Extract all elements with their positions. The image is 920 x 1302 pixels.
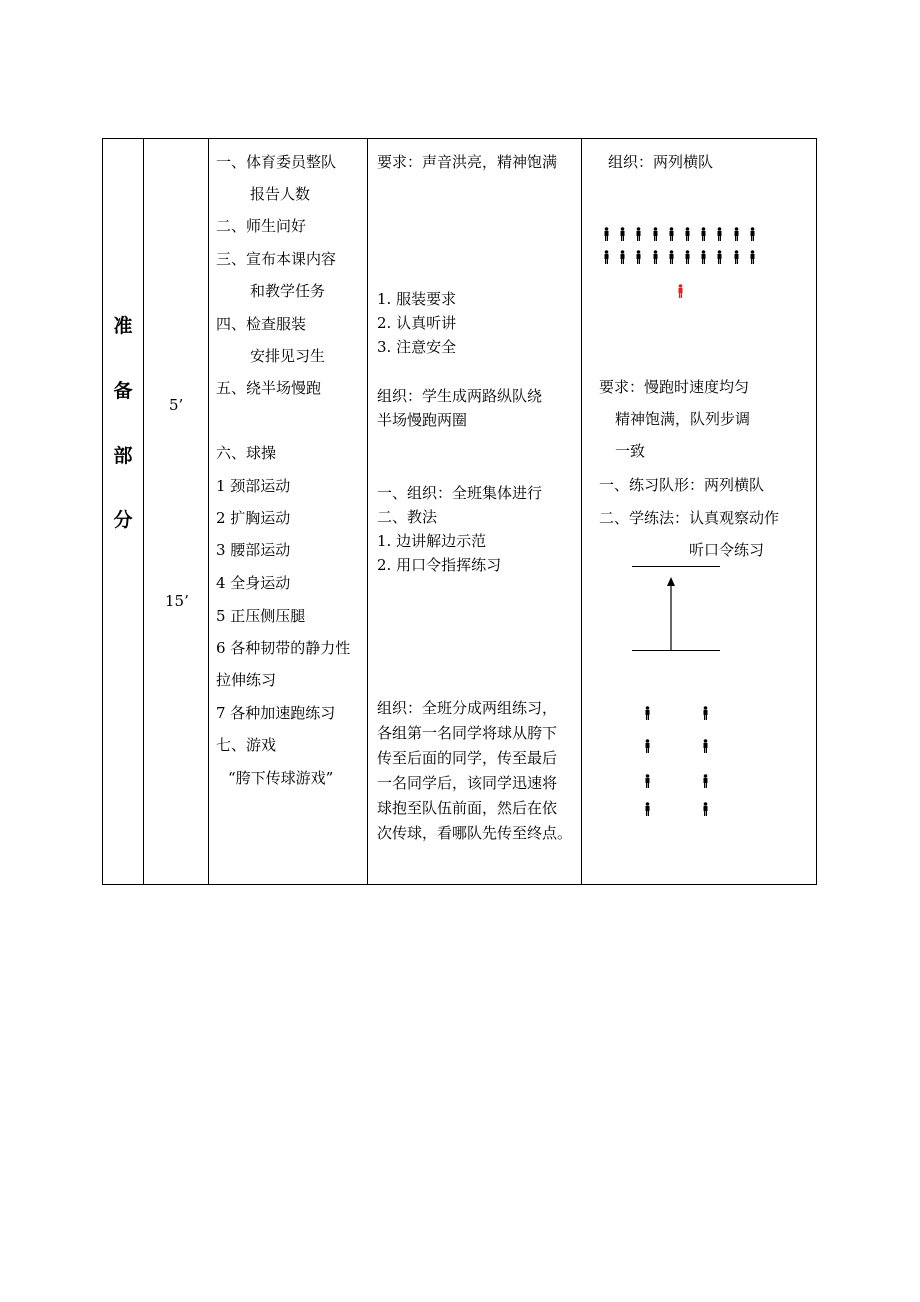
time-15min: 15’ [165,592,189,610]
content-item: 4 全身运动 [216,574,291,592]
content-item: 五、绕半场慢跑 [216,379,322,397]
content-item: “胯下传球游戏” [228,769,334,787]
student-icon [668,250,675,264]
student-icon [603,227,610,241]
content-item: 一、体育委员整队 [216,153,337,171]
content-item: 6 各种韧带的静力性 [216,639,351,657]
student-icon [733,227,740,241]
method-game: 次传球，看哪队先传至终点。 [377,824,573,842]
content-item: 报告人数 [250,185,311,203]
student-icon [749,227,756,241]
student-icon [644,739,651,753]
section-char: 备 [113,380,133,402]
method-game: 一名同学后，该同学迅速将 [377,774,558,792]
method-game: 球抱至队伍前面，然后在依 [377,799,558,817]
front-line [632,566,720,567]
method-list-item: 3. 注意安全 [377,338,457,356]
student-icon [652,227,659,241]
method-list-item: 2. 认真听讲 [377,314,457,332]
method-ball: 二、教法 [377,508,438,526]
section-char: 准 [113,315,133,337]
content-item: 7 各种加速跑练习 [216,704,336,722]
student-icon [716,227,723,241]
content-item: 3 腰部运动 [216,541,291,559]
section-char: 部 [113,445,133,467]
content-item: 2 扩胸运动 [216,509,291,527]
student-icon [619,250,626,264]
student-icon [684,227,691,241]
method-game: 组织：全班分成两组练习， [377,699,558,717]
org-requirement: 精神饱满，队列步调 [615,410,751,428]
student-icon [603,250,610,264]
method-ball: 1. 边讲解边示范 [377,532,487,550]
arrow-up-icon [665,577,677,651]
student-icon [668,227,675,241]
column-divider [367,139,368,884]
time-5min: 5’ [169,396,184,414]
student-icon [702,706,709,720]
content-item: 四、检查服装 [216,315,307,333]
student-icon [702,802,709,816]
student-icon [700,250,707,264]
method-jog: 半场慢跑两圈 [377,411,468,429]
method-ball: 2. 用口令指挥练习 [377,556,502,574]
student-icon [716,250,723,264]
method-game: 各组第一名同学将球从胯下 [377,724,558,742]
org-requirement: 要求：慢跑时速度均匀 [599,378,750,396]
student-icon [700,227,707,241]
content-item: 三、宣布本课内容 [216,250,337,268]
org-study-method-cont: 听口令练习 [689,541,765,559]
student-icon [749,250,756,264]
column-divider [143,139,144,884]
student-icon [635,227,642,241]
student-icon [702,774,709,788]
student-icon [733,250,740,264]
content-item: 六、球操 [216,444,277,462]
student-icon [635,250,642,264]
method-jog: 组织：学生成两路纵队绕 [377,387,543,405]
content-item: 安排见习生 [250,347,326,365]
method-list-item: 1. 服装要求 [377,290,457,308]
column-divider [208,139,209,884]
content-item: 1 颈部运动 [216,477,291,495]
org-title: 组织：两列横队 [608,153,714,171]
content-item: 和教学任务 [250,282,326,300]
student-icon [702,739,709,753]
content-item: 拉伸练习 [216,671,277,689]
section-char: 分 [113,509,133,531]
student-icon [684,250,691,264]
content-item: 5 正压侧压腿 [216,607,306,625]
org-requirement: 一致 [615,442,646,460]
method-ball: 一、组织：全班集体进行 [377,484,543,502]
student-icon [644,802,651,816]
method-game: 传至后面的同学，传至最后 [377,749,558,767]
student-icon [644,706,651,720]
student-icon [619,227,626,241]
content-item: 七、游戏 [216,736,277,754]
content-item: 二、师生问好 [216,217,307,235]
student-icon [644,774,651,788]
lesson-table [102,138,817,885]
column-divider [581,139,582,884]
method-requirement: 要求：声音洪亮，精神饱满 [377,153,558,171]
org-study-method: 二、学练法：认真观察动作 [599,509,780,527]
student-icon [652,250,659,264]
teacher-icon [677,284,684,298]
org-formation: 一、练习队形：两列横队 [599,476,765,494]
